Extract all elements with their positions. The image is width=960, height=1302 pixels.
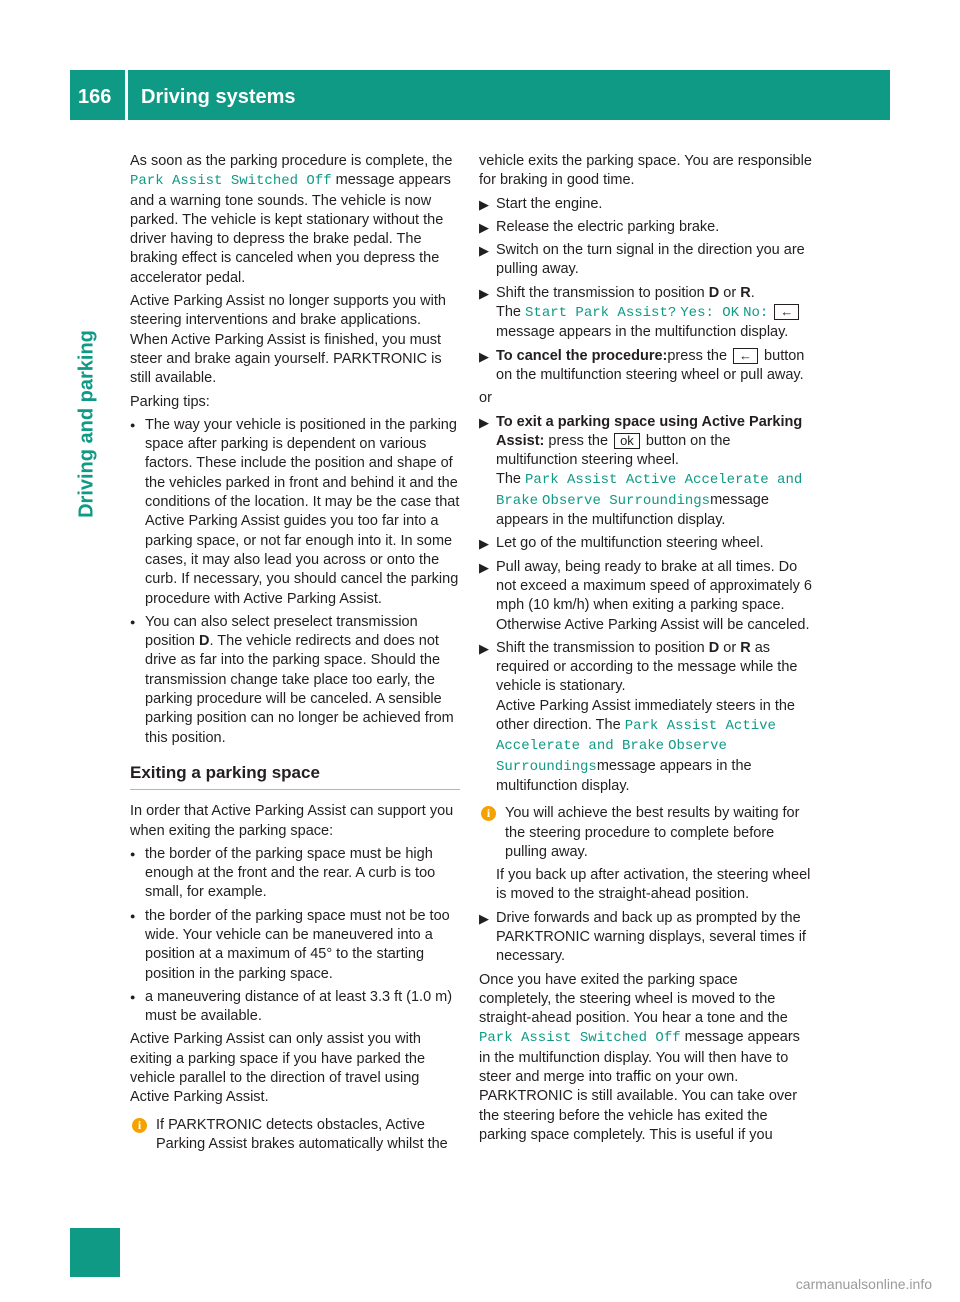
- subsection-heading: Exiting a parking space: [130, 763, 460, 790]
- display-message: Yes: OK: [680, 305, 740, 322]
- page-number: 166: [78, 86, 112, 108]
- list-item: ● a maneuvering distance of at least 3.3 ft (1.0 m) must be available.: [130, 988, 460, 1027]
- step-arrow-icon: ▶: [479, 414, 489, 430]
- display-message: Start Park Assist?: [525, 305, 677, 322]
- header-divider: [125, 70, 128, 120]
- or-separator: or: [479, 390, 492, 407]
- instruction-step: ▶ Let go of the multifunction steering wheel.: [479, 534, 814, 553]
- info-note: i If PARKTRONIC detects obstacles, Active Parking Assist brakes automatically whilst the: [130, 1116, 460, 1155]
- instruction-step: ▶ To exit a parking space using Active Parking Assist: press the ok button on the multifunction steering wheel. The Park Assist Active Accelerate and Brake Observe Surroundingsmessage appears in the multifunction display.: [479, 413, 803, 529]
- watermark: carmanualsonline.info: [795, 1276, 932, 1292]
- step-arrow-icon: ▶: [479, 348, 489, 364]
- list-item: ● You can also select preselect transmission position D. The vehicle redirects and does not drive as far into the parking space. Should the transmission change take place too early, the parking procedure will be canceled. A sensible parking position can no longer be achieved from this position.: [130, 613, 460, 748]
- step-arrow-icon: ▶: [479, 243, 489, 259]
- display-message: Observe Surroundings: [496, 738, 727, 775]
- instruction-step: ▶ Start the engine.: [479, 195, 814, 214]
- instruction-step: ▶ Pull away, being ready to brake at all times. Do not exceed a maximum speed of approximately 6 mph (10 km/h) when exiting a parking space. Otherwise Active Parking Assist will be canceled.: [479, 558, 812, 633]
- paragraph: Active Parking Assist can only assist you with exiting a parking space if you have parked the vehicle parallel to the direction of travel using Active Parking Assist.: [130, 1031, 426, 1106]
- right-column: [479, 152, 814, 1149]
- info-icon: i: [132, 1118, 147, 1133]
- instruction-step: ▶ Shift the transmission to position D or R as required or according to the message while the vehicle is stationary. Active Parking Assist immediately steers in the other direction. The Park Assist Active Accelerate and Brake Observe Surroundingsmessage appears in the multifunction display.: [479, 639, 798, 794]
- paragraph: In order that Active Parking Assist can support you when exiting the parking space:: [130, 803, 454, 839]
- step-arrow-icon: ▶: [479, 285, 489, 301]
- step-arrow-icon: ▶: [479, 910, 489, 926]
- instruction-step: ▶ Drive forwards and back up as prompted by the PARKTRONIC warning displays, several times if necessary.: [479, 909, 806, 965]
- paragraph: As soon as the parking procedure is complete, the Park Assist Switched Off message appears and a warning tone sounds. The vehicle is now parked. The vehicle is kept stationary without the driver having to depress the brake pedal. The braking effect is canceled when you depress the accelerator pedal.: [130, 153, 453, 286]
- list-item: ● the border of the parking space must not be too wide. Your vehicle can be maneuvered into a position at a maximum of 45° to the starting position in the parking space.: [130, 907, 460, 984]
- display-message: Park Assist Active Accelerate and Brake: [496, 472, 803, 509]
- info-icon: i: [481, 806, 496, 821]
- step-arrow-icon: ▶: [479, 536, 489, 552]
- info-note: i You will achieve the best results by waiting for the steering procedure to complete before pulling away.: [479, 804, 814, 862]
- left-column: [130, 152, 460, 1158]
- step-arrow-icon: ▶: [479, 640, 489, 656]
- instruction-step: ▶ To cancel the procedure:press the ← button on the multifunction steering wheel or pull away.: [479, 347, 805, 383]
- paragraph: Parking tips:: [130, 393, 210, 410]
- side-tab-marker: [70, 1228, 120, 1277]
- display-message: Park Assist Switched Off: [130, 173, 332, 190]
- step-arrow-icon: ▶: [479, 559, 489, 575]
- display-message: Park Assist Active Accelerate and Brake: [496, 718, 776, 755]
- section-title: Driving systems: [141, 86, 296, 108]
- display-message: No:: [743, 305, 769, 322]
- instruction-step: ▶ Release the electric parking brake.: [479, 218, 814, 237]
- back-key-icon: ←: [774, 304, 799, 320]
- list-item: ● The way your vehicle is positioned in the parking space after parking is dependent on various factors. These include the position and shape of the vehicles parked in front and behind it and the conditions of the location. It may be the case that Active Parking Assist guides you too far into a parking space, or not far enough into it. In some cases, it may also lead you across or onto the curb. If necessary, you should cancel the parking procedure with Active Parking Assist.: [130, 416, 460, 609]
- list-item: ● the border of the parking space must be high enough at the front and the rear. A curb is too small, for example.: [130, 845, 460, 903]
- instruction-step: ▶ Shift the transmission to position D or R. The Start Park Assist? Yes: OK No: ← message appears in the multifunction display.: [479, 284, 814, 343]
- step-arrow-icon: ▶: [479, 219, 489, 235]
- info-note-continued: If you back up after activation, the steering wheel is moved to the straight-ahead position.: [496, 867, 811, 903]
- display-message: Park Assist Switched Off: [479, 1030, 681, 1047]
- back-key-icon: ←: [733, 348, 758, 364]
- ok-key-icon: ok: [614, 433, 640, 449]
- instruction-step: ▶ Switch on the turn signal in the direction you are pulling away.: [479, 242, 805, 278]
- paragraph: Active Parking Assist no longer supports you with steering interventions and brake applications. When Active Parking Assist is finished, you must steer and brake again yourself. PARKTRONIC is still available.: [130, 293, 446, 387]
- step-arrow-icon: ▶: [479, 196, 489, 212]
- display-message: Observe Surroundings: [542, 492, 711, 509]
- info-note-continued: vehicle exits the parking space. You are responsible for braking in good time.: [479, 153, 812, 189]
- paragraph: Once you have exited the parking space completely, the steering wheel is moved to the straight-ahead position. You hear a tone and the Park Assist Switched Off message appears in the multifunction display. You will then have to steer and merge into traffic on your own. PARKTRONIC is still available. You can take over the steering before the vehicle has exited the parking space completely. This is useful if you: [479, 971, 800, 1143]
- side-tab-label: Driving and parking: [75, 330, 98, 518]
